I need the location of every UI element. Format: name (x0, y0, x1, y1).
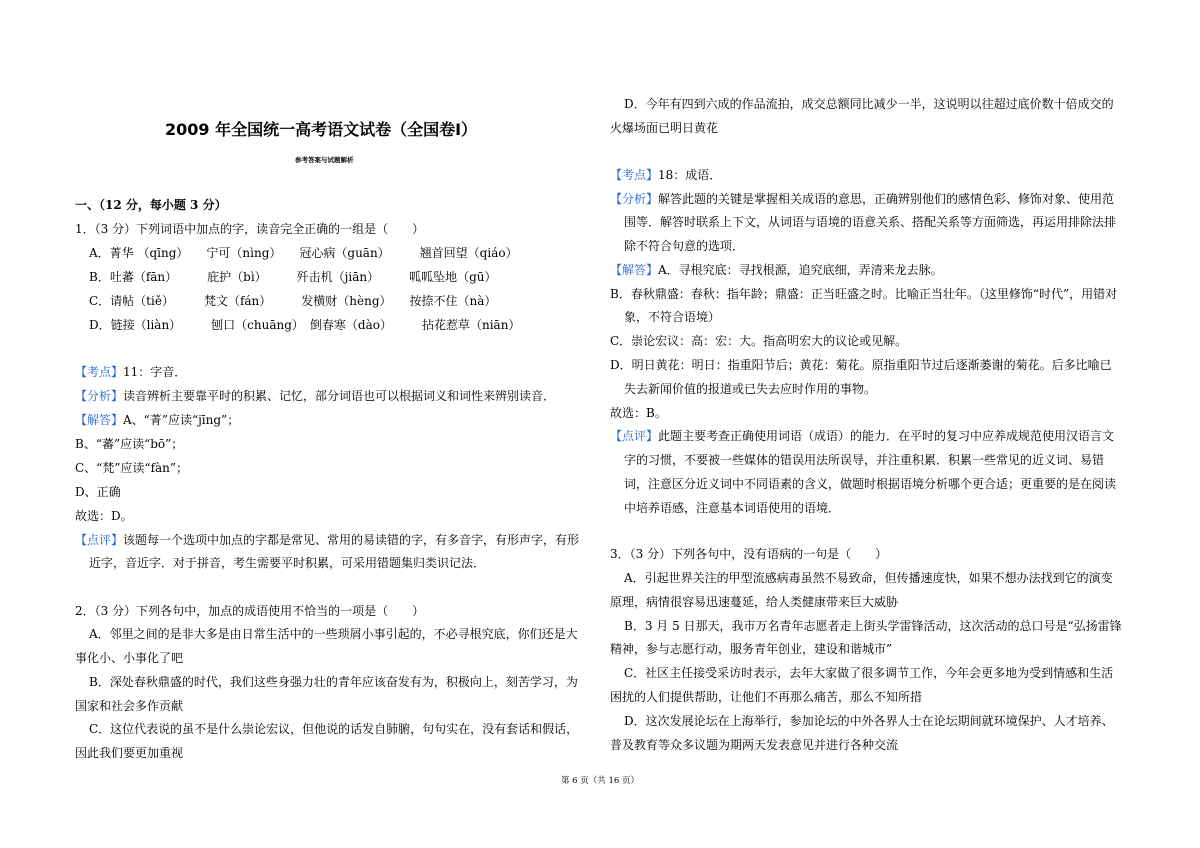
text-line (75, 221, 424, 237)
line-text: A．寻根究底：寻找根源，追究底细，弄清来龙去脉。 (658, 263, 943, 277)
line-text: D、正确 (75, 485, 121, 499)
line-text: A、“菁”应读“jīng”； (123, 413, 240, 427)
text-line (624, 618, 1122, 634)
line-text: 围等．解答时联系上下文，从词语与语境的语意关系、搭配关系等方面筛选，再运用排除法排 (624, 215, 1117, 229)
line-text: 此题主要考查正确使用词语（成语）的能力．在平时的复习中应养成规范使用汉语言文 (658, 429, 1115, 443)
line-text: C．崇论宏议：高：宏：大。指高明宏大的议论或见解。 (610, 334, 908, 348)
text-line (89, 293, 496, 309)
section-tag: 【点评】 (610, 429, 659, 443)
line-text: 事化小、小事化了吧 (75, 651, 184, 665)
line-text: 解答此题的关键是掌握相关成语的意思，正确辨别他们的感情色彩、修饰对象、使用范 (658, 192, 1115, 206)
line-text: 读音辨析主要靠平时的积累、记忆，部分词语也可以根据词义和词性来辨别读音． (123, 389, 556, 403)
text-line (75, 412, 239, 428)
line-text: 3．（3 分）下列各句中，没有语病的一句是（ ） (610, 547, 888, 561)
line-text: C．请帖（tiě） 梵文（fán） 发横财（hèng） 按捺不住（nà） (89, 294, 497, 308)
line-text: 火爆场面已明日黄花 (610, 121, 719, 135)
text-line (624, 214, 1116, 230)
text-line (89, 245, 518, 261)
line-text: B．深处春秋鼎盛的时代，我们这些身强力壮的青年应该奋发有为，积极向上，刻苦学习，为 (89, 675, 578, 689)
text-line (75, 650, 183, 666)
text-line (610, 428, 1114, 444)
line-text: A．引起世界关注的甲型流感病毒虽然不易致命，但传播速度快，如果不想办法找到它的演变 (624, 571, 1113, 585)
text-line (89, 674, 578, 690)
text-line (75, 508, 133, 524)
line-text: B、“蕃”应读“bō”； (75, 437, 184, 451)
line-text: 近字，音近字．对于拼音，考生需要平时积累，可采用错题集归类识记法． (89, 556, 486, 570)
text-line (610, 357, 1112, 373)
text-line (89, 269, 497, 285)
text-line (624, 570, 1113, 586)
line-text: 精神，参与志愿行动，服务青年创业，建设和谐城市” (610, 642, 893, 656)
text-line (624, 665, 1113, 681)
line-text: 故选：D。 (75, 509, 133, 523)
text-line (75, 197, 227, 213)
section-tag: 【解答】 (610, 263, 659, 277)
text-line (624, 452, 1104, 468)
line-text: 原理，病情很容易迅速蔓延，给人类健康带来巨大威胁 (610, 595, 899, 609)
page-title: 2009 年全国统一高考语文试卷（全国卷Ⅰ） (165, 120, 478, 139)
section-tag: 【分析】 (610, 192, 659, 206)
page-footer: 第 6 页（共 16 页） (560, 776, 640, 786)
text-line (75, 698, 183, 714)
text-line (89, 317, 520, 333)
text-line (75, 603, 424, 619)
text-line (624, 309, 720, 325)
line-text: 2．（3 分）下列各句中，加点的成语使用不恰当的一项是（ ） (75, 604, 425, 618)
line-text: 象，不符合语境） (624, 310, 721, 324)
text-line (610, 546, 887, 562)
line-text: D．链接（liàn） 刨口（chuāng） 倒春寒（dào） 拈花惹草（niān） (89, 318, 521, 332)
line-text: A．邻里之间的是非大多是由日常生活中的一些琐屑小事引起的，不必寻根究底，你们还是大 (89, 627, 578, 641)
line-text: 词，注意区分近义词中不同语素的含义，做题时根据语境分析哪个更合适；更重要的是在阅读 (624, 477, 1117, 491)
text-line (610, 191, 1114, 207)
text-line (75, 745, 183, 761)
line-text: D．这次发展论坛在上海举行，参加论坛的中外各界人士在论坛期间就环境保护、人才培养、 (624, 714, 1114, 728)
section-tag: 【解答】 (75, 413, 124, 427)
text-line (624, 500, 840, 516)
line-text: 1．（3 分）下列词语中加点的字，读音完全正确的一组是（ ） (75, 222, 425, 236)
text-line (610, 262, 943, 278)
line-text: 故选：B。 (610, 406, 667, 420)
line-text: B．春秋鼎盛：春秋：指年龄；鼎盛：正当旺盛之时。比喻正当壮年。（这里修饰“时代”，用错对 (610, 287, 1118, 301)
text-line (89, 626, 578, 642)
line-text: B．吐蕃（fān） 庇护（bì） 歼击机（jiān） 呱呱坠地（gū） (89, 270, 497, 284)
text-line (75, 532, 579, 548)
text-line (610, 641, 892, 657)
line-text: 除不符合句意的选项． (624, 239, 745, 253)
line-text: 11：字音． (123, 365, 187, 379)
line-text: 一、（12 分，每小题 3 分） (75, 198, 227, 212)
text-line (624, 238, 744, 254)
text-line (610, 286, 1117, 302)
text-line (75, 364, 186, 380)
section-tag: 【考点】 (610, 168, 659, 182)
line-text: 字的习惯，不要被一些媒体的错误用法所误导，并注重积累．积累一些常见的近义词、易错 (624, 453, 1105, 467)
text-line (89, 555, 485, 571)
line-text: 失去新闻价值的报道或已失去应时作用的事物。 (624, 382, 877, 396)
text-line (610, 737, 898, 753)
text-line (75, 388, 555, 404)
line-text: 因此我们要更加重视 (75, 746, 184, 760)
text-line (610, 405, 667, 421)
line-text: B．3 月 5 日那天，我市万名青年志愿者走上街头学雷锋活动，这次活动的总口号是“弘扬雷锋 (624, 619, 1122, 633)
line-text: 普及教育等众多议题为期两天发表意见并进行各种交流 (610, 738, 899, 752)
text-line (624, 713, 1114, 729)
line-text: 中培养语感，注意基本词语使用的语境． (624, 501, 841, 515)
text-line (624, 476, 1116, 492)
section-tag: 【分析】 (75, 389, 124, 403)
text-line (89, 721, 578, 737)
line-text: C、“梵”应读“fàn”； (75, 461, 189, 475)
text-line (75, 484, 121, 500)
line-text: 18：成语． (658, 168, 722, 182)
text-line (75, 436, 183, 452)
text-line (610, 333, 907, 349)
text-line (624, 96, 1114, 112)
line-text: 该题每一个选项中加点的字都是常见、常用的易读错的字，有多音字，有形声字，有形 (123, 533, 580, 547)
section-tag: 【考点】 (75, 365, 124, 379)
line-text: C．这位代表说的虽不是什么崇论宏议，但他说的话发自肺腑，句句实在，没有套话和假话， (89, 722, 579, 736)
line-text: 困扰的人们提供帮助，让他们不再那么痛苦，那么不知所措 (610, 690, 923, 704)
text-line (75, 460, 188, 476)
text-line (624, 381, 876, 397)
page-subtitle: 参考答案与试题解析 (295, 156, 354, 164)
text-line (610, 167, 721, 183)
text-line (610, 689, 922, 705)
text-line (610, 594, 898, 610)
line-text: D．明日黄花：明日：指重阳节后；黄花：菊花。原指重阳节过后逐渐萎谢的菊花。后多比喻已 (610, 358, 1112, 372)
line-text: 国家和社会多作贡献 (75, 699, 184, 713)
line-text: A．菁华 （qīng） 宁可（nìng） 冠心病（guān） 翘首回望（qiáo） (89, 246, 518, 260)
line-text: D．今年有四到六成的作品流拍，成交总额同比减少一半，这说明以往超过底价数十倍成交的 (624, 97, 1114, 111)
line-text: C．社区主任接受采访时表示，去年大家做了很多调节工作，今年会更多地为受到情感和生活 (624, 666, 1114, 680)
section-tag: 【点评】 (75, 533, 124, 547)
text-line (610, 120, 718, 136)
